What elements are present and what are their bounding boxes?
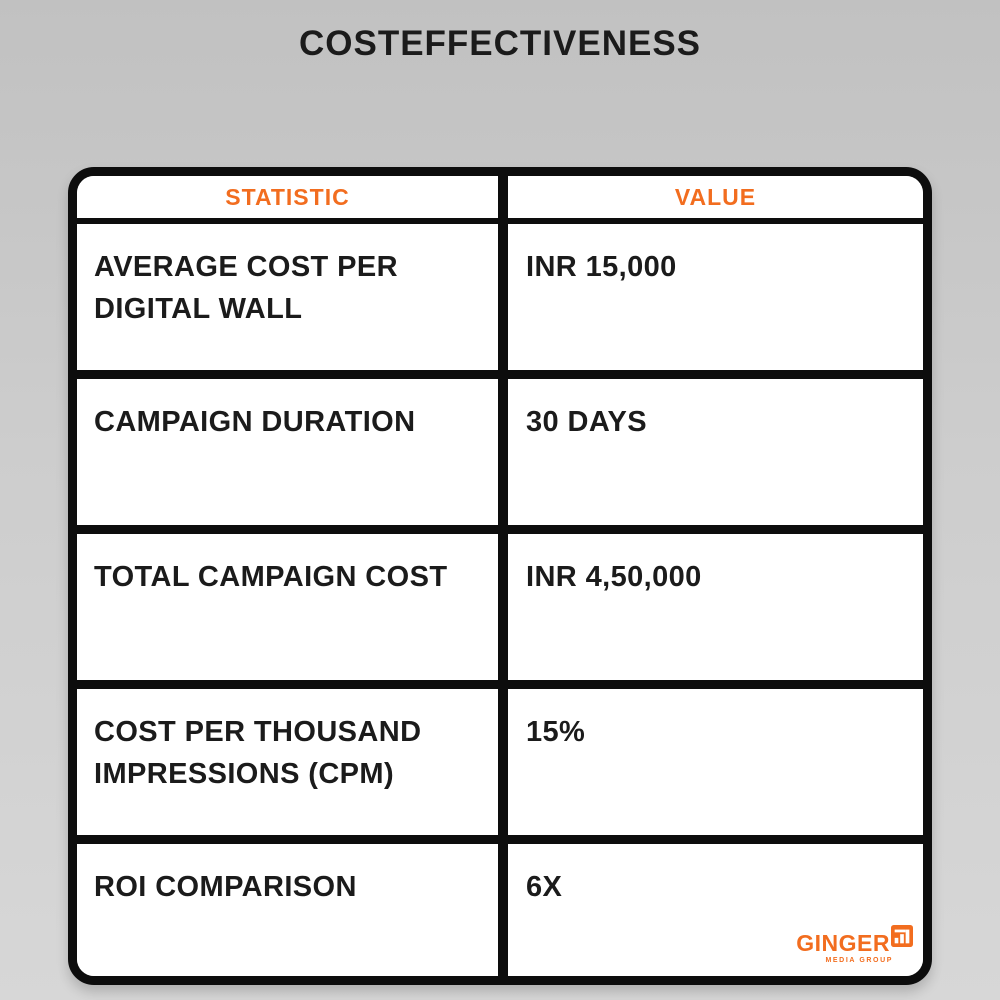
statistic-value: INR 4,50,000: [508, 534, 923, 680]
statistic-label: CAMPAIGN DURATION: [77, 379, 498, 525]
statistic-label: TOTAL CAMPAIGN COST: [77, 534, 498, 680]
statistic-value: 15%: [508, 689, 923, 835]
column-divider: [498, 379, 508, 525]
table-row: [77, 534, 923, 689]
statistic-label: COST PER THOUSAND IMPRESSIONS (CPM): [77, 689, 498, 835]
page-title: COSTEFFECTIVENESS: [298, 24, 702, 63]
logo-tagline: MEDIA GROUP: [825, 957, 893, 964]
logo-bars-icon: [891, 924, 913, 946]
statistic-value-text: 6X: [526, 871, 563, 903]
table-row: [77, 844, 923, 976]
statistic-value: 30 DAYS: [508, 379, 923, 525]
column-divider: [498, 534, 508, 680]
table-header-row: [77, 176, 923, 224]
table-row: [77, 689, 923, 844]
column-divider: [498, 844, 508, 976]
statistic-label: ROI COMPARISON: [77, 844, 498, 976]
statistic-value: INR 15,000: [508, 224, 923, 370]
statistic-label: AVERAGE COST PER DIGITAL WALL: [77, 224, 498, 370]
column-header-statistic: STATISTIC: [77, 176, 498, 218]
column-header-value: VALUE: [508, 176, 923, 218]
table-row: [77, 224, 923, 379]
ginger-media-group-logo: [796, 932, 913, 964]
cost-effectiveness-table: [68, 167, 932, 985]
column-divider: [498, 176, 508, 218]
logo-wordmark: GINGER: [796, 930, 890, 956]
statistic-value: [508, 844, 923, 976]
column-divider: [498, 224, 508, 370]
table-row: [77, 379, 923, 534]
column-divider: [498, 689, 508, 835]
